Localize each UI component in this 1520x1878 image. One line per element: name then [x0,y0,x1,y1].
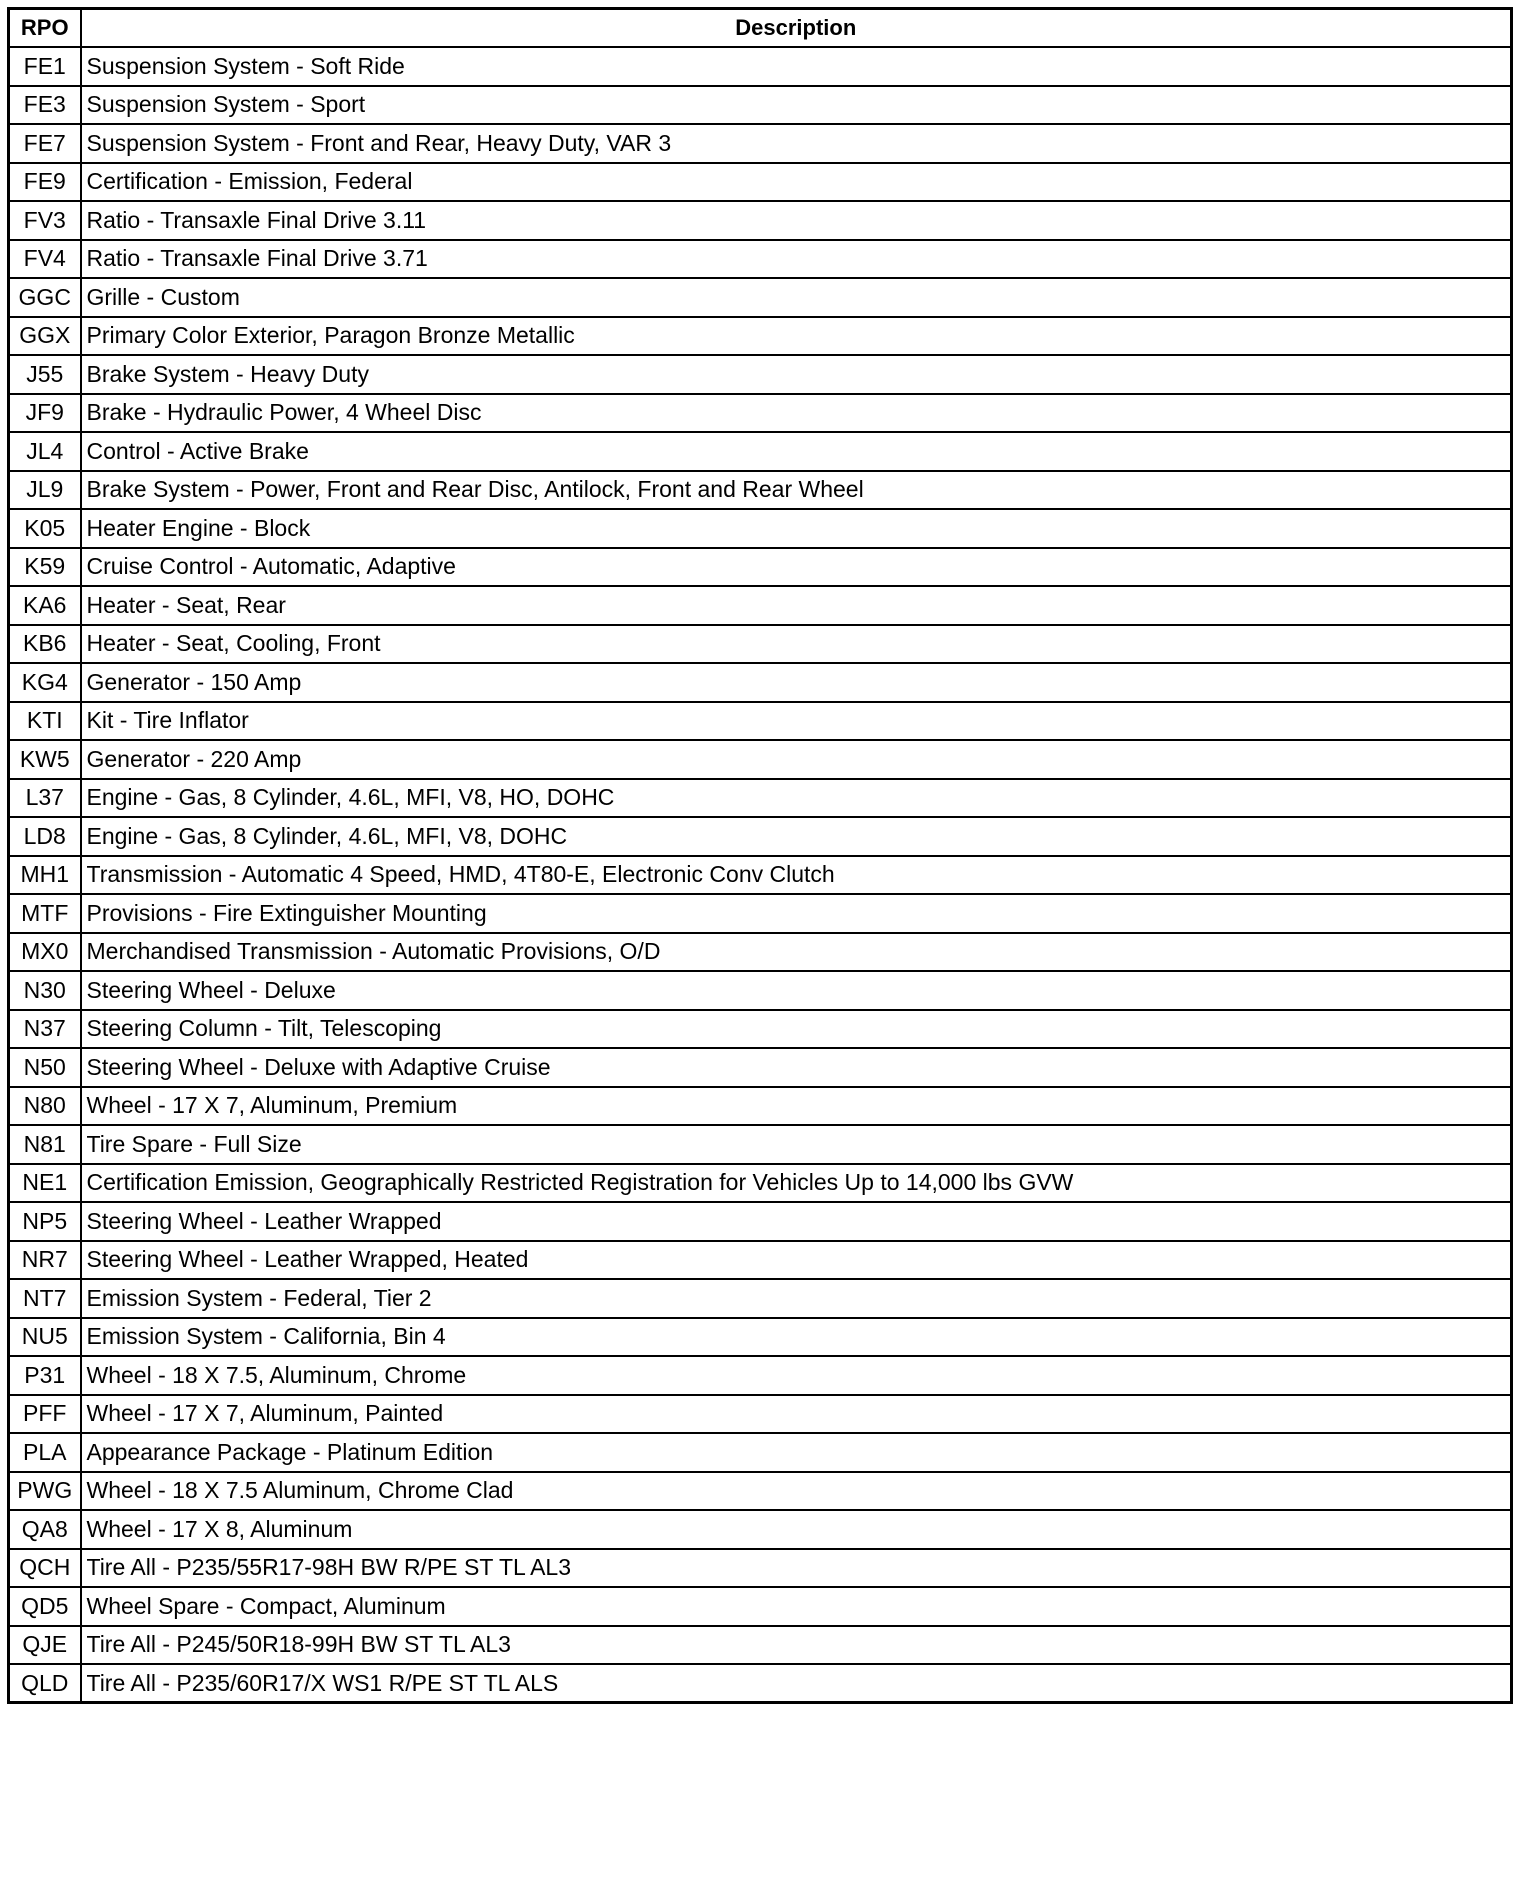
rpo-code-cell: MH1 [9,856,81,895]
description-cell: Control - Active Brake [81,432,1512,471]
table-row [9,702,1512,741]
rpo-code-cell: NR7 [9,1241,81,1280]
rpo-code-cell: L37 [9,779,81,818]
rpo-code-cell: N81 [9,1125,81,1164]
table-row [9,856,1512,895]
rpo-code-cell: FE3 [9,86,81,125]
table-row [9,471,1512,510]
description-column-header: Description [81,9,1512,48]
rpo-code-cell: N37 [9,1010,81,1049]
description-cell: Appearance Package - Platinum Edition [81,1433,1512,1472]
rpo-code-cell: KG4 [9,663,81,702]
rpo-code-cell: KB6 [9,625,81,664]
description-cell: Emission System - California, Bin 4 [81,1318,1512,1357]
rpo-code-cell: FV3 [9,201,81,240]
table-row [9,1433,1512,1472]
rpo-code-cell: NT7 [9,1279,81,1318]
table-row [9,779,1512,818]
rpo-code-cell: N50 [9,1048,81,1087]
description-cell: Steering Wheel - Leather Wrapped [81,1202,1512,1241]
table-row [9,47,1512,86]
table-row [9,1510,1512,1549]
description-cell: Provisions - Fire Extinguisher Mounting [81,894,1512,933]
description-cell: Certification - Emission, Federal [81,163,1512,202]
rpo-code-cell: JL9 [9,471,81,510]
description-cell: Wheel - 18 X 7.5 Aluminum, Chrome Clad [81,1472,1512,1511]
rpo-code-cell: JF9 [9,394,81,433]
table-row [9,201,1512,240]
rpo-code-cell: FE7 [9,124,81,163]
rpo-code-cell: MX0 [9,933,81,972]
rpo-code-cell: QLD [9,1664,81,1703]
rpo-code-cell: GGC [9,278,81,317]
rpo-code-cell: K05 [9,509,81,548]
description-cell: Brake - Hydraulic Power, 4 Wheel Disc [81,394,1512,433]
rpo-code-cell: NU5 [9,1318,81,1357]
table-row [9,586,1512,625]
rpo-code-cell: KW5 [9,740,81,779]
rpo-code-cell: FE1 [9,47,81,86]
table-row [9,1202,1512,1241]
rpo-code-cell: QD5 [9,1587,81,1626]
description-cell: Suspension System - Front and Rear, Heavy Duty, VAR 3 [81,124,1512,163]
description-cell: Generator - 220 Amp [81,740,1512,779]
table-row [9,1318,1512,1357]
table-row [9,1125,1512,1164]
table-row [9,278,1512,317]
table-row [9,1626,1512,1665]
description-cell: Suspension System - Soft Ride [81,47,1512,86]
table-row [9,1587,1512,1626]
rpo-code-cell: MTF [9,894,81,933]
description-cell: Kit - Tire Inflator [81,702,1512,741]
table-row [9,663,1512,702]
rpo-code-cell: PWG [9,1472,81,1511]
description-cell: Wheel - 18 X 7.5, Aluminum, Chrome [81,1356,1512,1395]
rpo-table [7,7,1513,1704]
table-row [9,509,1512,548]
table-row [9,1048,1512,1087]
rpo-code-cell: N30 [9,971,81,1010]
description-cell: Cruise Control - Automatic, Adaptive [81,548,1512,587]
table-row [9,625,1512,664]
description-cell: Steering Wheel - Leather Wrapped, Heated [81,1241,1512,1280]
description-cell: Wheel - 17 X 7, Aluminum, Painted [81,1395,1512,1434]
description-cell: Heater Engine - Block [81,509,1512,548]
table-row [9,1164,1512,1203]
description-cell: Heater - Seat, Cooling, Front [81,625,1512,664]
rpo-code-cell: K59 [9,548,81,587]
table-row [9,1549,1512,1588]
description-cell: Wheel Spare - Compact, Aluminum [81,1587,1512,1626]
rpo-code-cell: QA8 [9,1510,81,1549]
description-cell: Tire Spare - Full Size [81,1125,1512,1164]
rpo-code-cell: KTI [9,702,81,741]
rpo-code-cell: JL4 [9,432,81,471]
description-cell: Engine - Gas, 8 Cylinder, 4.6L, MFI, V8, HO, DOHC [81,779,1512,818]
table-row [9,86,1512,125]
table-row [9,740,1512,779]
description-cell: Steering Wheel - Deluxe with Adaptive Cruise [81,1048,1512,1087]
rpo-code-cell: QCH [9,1549,81,1588]
rpo-code-cell: QJE [9,1626,81,1665]
table-row [9,1395,1512,1434]
rpo-code-cell: LD8 [9,817,81,856]
table-row [9,1356,1512,1395]
description-cell: Brake System - Heavy Duty [81,355,1512,394]
rpo-code-cell: P31 [9,1356,81,1395]
description-cell: Certification Emission, Geographically Restricted Registration for Vehicles Up to 14,000 lbs GVW [81,1164,1512,1203]
description-cell: Ratio - Transaxle Final Drive 3.11 [81,201,1512,240]
rpo-code-cell: NE1 [9,1164,81,1203]
description-cell: Brake System - Power, Front and Rear Disc, Antilock, Front and Rear Wheel [81,471,1512,510]
description-cell: Tire All - P235/55R17-98H BW R/PE ST TL AL3 [81,1549,1512,1588]
table-row [9,548,1512,587]
table-row [9,163,1512,202]
table-row [9,933,1512,972]
description-cell: Steering Wheel - Deluxe [81,971,1512,1010]
table-row [9,317,1512,356]
description-cell: Merchandised Transmission - Automatic Provisions, O/D [81,933,1512,972]
rpo-code-cell: GGX [9,317,81,356]
description-cell: Steering Column - Tilt, Telescoping [81,1010,1512,1049]
description-cell: Suspension System - Sport [81,86,1512,125]
description-cell: Wheel - 17 X 8, Aluminum [81,1510,1512,1549]
rpo-code-cell: NP5 [9,1202,81,1241]
table-header [9,9,1512,48]
table-row [9,394,1512,433]
description-cell: Generator - 150 Amp [81,663,1512,702]
rpo-code-cell: PLA [9,1433,81,1472]
table-row [9,1279,1512,1318]
rpo-code-cell: N80 [9,1087,81,1126]
table-row [9,894,1512,933]
table-row [9,355,1512,394]
rpo-column-header: RPO [9,9,81,48]
description-cell: Transmission - Automatic 4 Speed, HMD, 4T80-E, Electronic Conv Clutch [81,856,1512,895]
table-row [9,240,1512,279]
description-cell: Heater - Seat, Rear [81,586,1512,625]
table-row [9,1664,1512,1703]
rpo-code-cell: FE9 [9,163,81,202]
rpo-code-cell: FV4 [9,240,81,279]
table-row [9,1087,1512,1126]
rpo-code-cell: PFF [9,1395,81,1434]
table-row [9,432,1512,471]
rpo-code-cell: J55 [9,355,81,394]
rpo-code-sheet [7,7,1510,1704]
header-row [9,9,1512,48]
table-row [9,1241,1512,1280]
table-row [9,124,1512,163]
description-cell: Grille - Custom [81,278,1512,317]
table-row [9,1472,1512,1511]
table-row [9,817,1512,856]
description-cell: Engine - Gas, 8 Cylinder, 4.6L, MFI, V8, DOHC [81,817,1512,856]
table-body [9,47,1512,1703]
description-cell: Primary Color Exterior, Paragon Bronze Metallic [81,317,1512,356]
description-cell: Tire All - P245/50R18-99H BW ST TL AL3 [81,1626,1512,1665]
description-cell: Ratio - Transaxle Final Drive 3.71 [81,240,1512,279]
table-row [9,971,1512,1010]
description-cell: Wheel - 17 X 7, Aluminum, Premium [81,1087,1512,1126]
description-cell: Emission System - Federal, Tier 2 [81,1279,1512,1318]
description-cell: Tire All - P235/60R17/X WS1 R/PE ST TL ALS [81,1664,1512,1703]
table-row [9,1010,1512,1049]
rpo-code-cell: KA6 [9,586,81,625]
